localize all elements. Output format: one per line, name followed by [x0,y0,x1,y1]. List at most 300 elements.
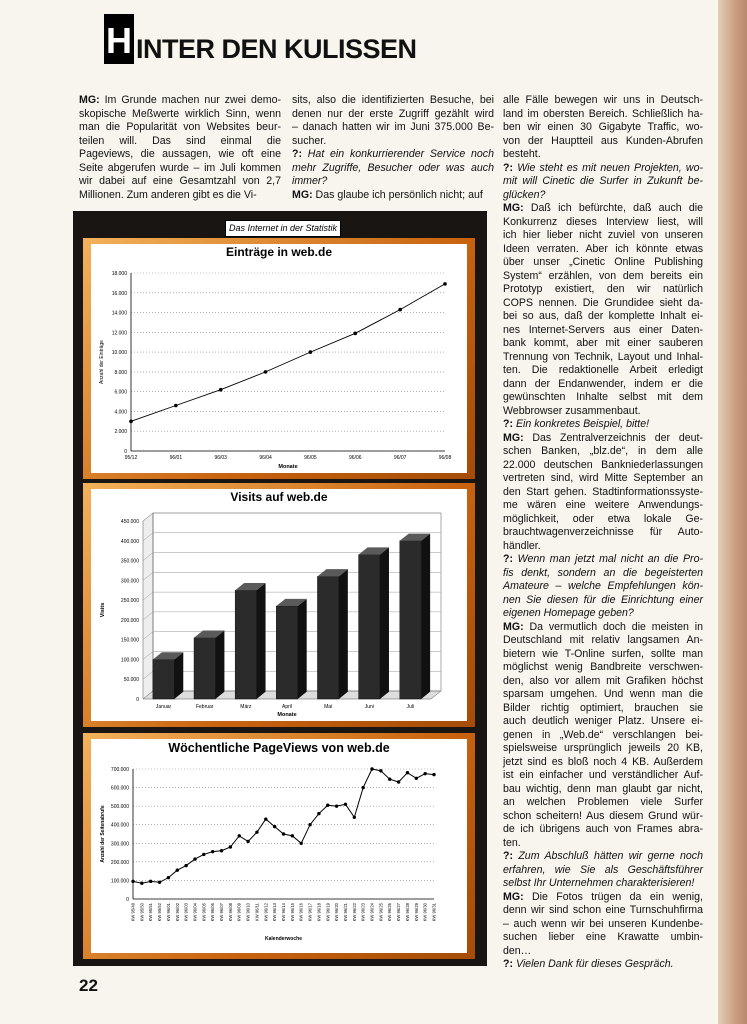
text-line [292,94,494,108]
text-line [503,499,703,513]
data-point [432,773,435,776]
answer-text: COPS nennen. Die Grundidee sieht da- [503,296,703,309]
chart-title: Visits auf web.de [230,490,328,504]
answer-text: Ideen verraten. Aber ich könnte etwas [503,242,703,255]
x-tick-label: KW 95/50 [139,903,145,922]
y-tick-label: 150.000 [120,637,139,644]
answer-text: Im Grunde machen nur zwei demo- [104,94,281,106]
y-tick-label: 300.000 [120,578,139,585]
y-tick-label: 250.000 [120,598,139,605]
x-tick-label: 96/01 [169,455,183,461]
answer-text: an welchen Problemen viele Surfer [503,796,703,808]
text-line [503,216,703,230]
x-tick-label: KW 96/29 [413,903,419,922]
y-tick-label: 450.000 [120,519,139,525]
graphic-banner: Das Internet in der Statistik [225,220,341,237]
text-line [503,94,703,108]
answer-text: de ich übrigens auch von Frames abra- [503,823,703,835]
question-text: fis denkt, sondern an die begeisterten [503,566,703,579]
data-point [238,834,241,837]
y-tick-label: 8.000 [114,369,127,376]
data-point [184,864,187,867]
text-line [503,729,703,743]
y-tick-label: 300.000 [110,841,129,848]
statistics-graphic [73,211,487,966]
answer-text: bau wichtig, denn man glaubt gar nicht, [503,782,703,795]
y-tick-label: 700.000 [110,767,129,773]
page-number: 22 [79,976,98,995]
text-line [503,148,703,162]
x-tick-label: KW 96/18 [316,903,322,922]
speaker-label: ?: [503,553,518,565]
answer-text: auch deutlich weniger Platz. Unsere ei- [503,715,703,727]
answer-text: nes Internet-Servers aus einer Daten- [503,323,703,336]
answer-text: sits, also die identifizierten Besuche, bei [292,94,494,106]
data-point [167,876,170,879]
data-point [415,777,418,780]
adjacent-page-edge [718,0,747,1024]
bar-side [380,547,389,699]
text-line [79,175,281,189]
y-tick-label: 0 [124,449,127,455]
text-line [503,904,703,918]
text-line [79,121,281,135]
chart-panel-visits [83,483,475,727]
x-tick-label: 96/08 [438,455,452,461]
answer-text: Millionen. Zum anderen gibt es die Vi- [79,188,257,201]
text-line [79,94,281,108]
text-line [503,661,703,675]
x-tick-label: Januar [155,704,172,710]
question-text: Wenn man jetzt mal nicht an die Pro- [517,553,703,565]
x-tick-label: KW 96/10 [245,903,251,922]
data-point [361,786,364,789]
answer-text: suchen lieber eine Krawatte umbin- [503,931,703,943]
y-tick-label: 6.000 [114,389,127,396]
text-line [503,229,703,243]
y-tick-label: 400.000 [120,538,139,545]
y-tick-label: 2.000 [114,429,127,436]
x-tick-label: KW 96/09 [236,903,242,922]
data-point [300,842,303,845]
answer-text: ich hier lieber nicht zuviel von unseren [503,229,703,241]
data-point [264,370,268,374]
page-title [104,14,417,64]
series-line [131,284,445,421]
answer-text: möglichst wenig Bandbreite verschwen- [503,661,703,673]
y-axis-label: Visits [100,602,106,618]
x-tick-label: KW 96/06 [210,903,216,922]
text-line [503,634,703,648]
x-tick-label: KW 96/25 [378,903,384,922]
answer-text: skopische Meßwerte wirklich Sinn, wenn [79,107,281,120]
text-line [503,594,703,608]
y-tick-label: 18.000 [111,271,127,277]
title-initial: H [104,14,134,64]
question-text: Ein konkretes Beispiel, bitte! [515,418,650,430]
x-tick-label: KW 96/05 [201,903,207,922]
question-text: eigenen Homepage geben? [503,607,634,619]
text-line [503,837,703,851]
answer-text: sparsam umgehen. Und wenn man die [503,688,703,700]
data-point [255,830,258,833]
text-line [503,459,703,473]
text-line [503,864,703,878]
text-line [79,135,281,149]
answer-text: Konkurrenz dieses Interview liest, will [503,215,703,228]
data-point [317,812,320,815]
text-line [503,783,703,797]
text-line [503,135,703,149]
bar-side [215,630,224,699]
y-tick-label: 600.000 [110,785,129,792]
entries-line-chart [91,244,467,473]
data-point [129,420,133,424]
speaker-label: ?: [503,418,516,430]
data-point [131,880,134,883]
data-point [149,880,152,883]
x-tick-label: KW 95/49 [130,903,136,922]
question-text: Amateure – welche Empfehlungen kön- [503,580,703,592]
y-tick-label: 200.000 [110,859,129,866]
chart-title: Einträge in web.de [225,245,333,259]
x-tick-label: KW 96/31 [431,903,437,922]
bar-side [257,583,266,699]
x-tick-label: 96/07 [393,455,407,461]
text-column-3 [503,94,703,972]
y-tick-label: 100.000 [110,878,129,885]
gridline [143,553,441,561]
answer-text: über unser „Cinetic Online Publishing [503,256,703,268]
data-point [140,882,143,885]
x-axis-label: Monate [278,464,298,470]
data-point [443,282,447,286]
bar-side [421,534,430,699]
x-tick-label: KW 96/03 [183,903,189,922]
answer-text: teilen will. Das sind einmal die [79,134,281,147]
text-line [503,283,703,297]
x-tick-label: KW 95/52 [157,903,163,922]
text-line [79,148,281,162]
answer-text: Pageviews, die aussagen, wie oft eine [79,148,281,160]
data-point [335,804,338,807]
speaker-label: ?: [292,148,308,160]
y-tick-label: 100.000 [120,657,139,664]
text-line [503,850,703,864]
answer-text: ist ein einfacher und verständlicher Auf- [503,769,703,781]
answer-text: ten. Die redaktionelle Arbeit erledigt [503,364,703,376]
x-tick-label: KW 96/07 [219,903,225,922]
question-text: immer? [292,175,328,187]
question-text: glücken? [503,188,546,201]
x-tick-label: KW 96/28 [404,903,410,922]
x-axis-label: Kalenderwoche [265,936,302,942]
x-tick-label: KW 96/22 [351,903,357,922]
x-tick-label: KW 96/23 [360,903,366,922]
bar-side [174,652,183,699]
y-axis-label: Anzahl der Einträge [99,340,105,384]
gridline [143,533,441,541]
answer-text: den… [503,944,532,957]
data-point [379,769,382,772]
x-tick-label: 96/03 [214,455,227,461]
text-line [503,945,703,959]
x-axis-label: Monate [277,712,297,718]
x-tick-label: 95/12 [124,455,138,461]
data-point [291,834,294,837]
series-line [133,769,434,883]
y-tick-label: 400.000 [110,822,129,829]
title-text: INTER DEN KULISSEN [136,34,417,64]
x-tick-label: Juli [406,704,415,710]
x-tick-label: KW 96/02 [174,903,180,922]
speaker-label: ?: [503,958,516,970]
visits-bar-chart [91,489,467,721]
answer-text: dann der Endanwender, indem er die [503,377,703,390]
answer-text: brauchtwagenverzeichnisse für Auto- [503,526,703,538]
pageviews-line-chart [91,739,467,953]
text-line [503,324,703,338]
y-tick-label: 0 [126,897,129,903]
text-line [503,931,703,945]
bar [153,659,174,699]
answer-text: Bilder richtig optimiert, brauchen sie [503,701,703,714]
data-point [423,772,426,775]
x-tick-label: KW 96/16 [298,903,304,922]
x-tick-label: KW 96/13 [272,903,278,922]
chart-title: Wöchentliche PageViews von web.de [168,741,390,755]
answer-text: bank kommt, aber mit einer sauberen [503,337,703,349]
text-line [503,256,703,270]
answer-text: – danach hatten wir im Juni 375.000 Be- [292,121,494,133]
answer-text: – auch wenn wir bei unseren Kundenbe- [503,917,703,930]
answer-text: schon scheitern! Aus diesem Grund wür- [503,809,703,822]
text-line [292,189,494,203]
data-point [211,850,214,853]
text-line [503,121,703,135]
answer-text: bei so aus, daß der komplette Inhalt ei- [503,310,703,322]
text-line [79,108,281,122]
text-line [79,162,281,176]
x-tick-label: KW 96/26 [387,903,393,922]
answer-text: möglichkeit, oder etwa lokale Ge- [503,512,703,525]
data-point [370,767,373,770]
answer-text: ten. [503,836,521,849]
text-line [503,472,703,486]
text-line [503,337,703,351]
text-line [503,486,703,500]
text-line [503,243,703,257]
data-point [158,881,161,884]
answer-text: Deutschland mit relativ langsamen An- [503,634,703,646]
text-line [503,202,703,216]
question-text: nen Sie diesen für die Einrichtung einer [503,593,703,606]
x-tick-label: KW 96/30 [422,903,428,922]
answer-text: spielsweise ursprünglich jeweils 20 KB, [503,742,703,754]
text-line [503,270,703,284]
text-line [503,189,703,203]
text-line [503,297,703,311]
x-tick-label: April [281,704,293,710]
data-point [193,857,196,860]
text-line [503,810,703,824]
x-tick-label: Mai [324,704,333,710]
text-line [503,823,703,837]
speaker-label: ?: [503,850,519,862]
question-text: Zum Abschluß hätten wir gerne noch [518,850,703,862]
bar [359,555,380,699]
speaker-label: MG: [292,188,316,201]
answer-text: alle Fälle bewegen wir uns in Deutsch- [503,94,703,106]
text-line [503,877,703,891]
data-point [229,845,232,848]
question-text: Vielen Dank für dieses Gespräch. [515,958,674,970]
text-line [503,675,703,689]
y-axis-label: Anzahl der Seitenabrufe [100,805,106,863]
answer-text: Die Fotos trügen da ein wenig, [532,890,703,903]
text-line [503,918,703,932]
x-tick-label: KW 96/20 [334,903,340,922]
text-line [503,513,703,527]
question-text: Wie steht es mit neuen Projekten, wo- [517,161,703,174]
answer-text: me wären eine weitere Anwendungs- [503,499,703,511]
text-line [503,418,703,432]
side-wall [143,513,153,699]
text-column-1 [79,94,281,202]
speaker-label: MG: [503,202,531,214]
bar [235,590,256,699]
answer-text: Da vermutlich doch die meisten in [529,620,703,633]
text-line [292,175,494,189]
text-line [292,135,494,149]
text-line [292,162,494,176]
answer-text: gewünschten Inhalte selbst mit dem [503,391,703,403]
text-line [503,526,703,540]
x-tick-label: KW 95/51 [148,903,154,922]
answer-text: System“ erzählen, von dem bereits ein [503,269,703,282]
text-line [503,162,703,176]
text-line [503,742,703,756]
answer-text: von der Hauptteil aus Kunden-Abrufen [503,134,703,147]
answer-text: 22.000 deutschen Bankniederlassungen [503,458,703,471]
x-tick-label: Februar [195,704,214,710]
y-tick-label: 0 [136,697,139,703]
x-tick-label: 96/06 [349,455,362,461]
answer-text: Trennung von Technik, Layout und Inhal- [503,350,703,363]
question-text: erfahren, wie Sie als Geschäftsführer [503,863,703,876]
x-tick-label: KW 96/08 [227,903,233,922]
text-line [503,540,703,554]
data-point [174,404,178,408]
x-tick-label: KW 96/24 [369,903,375,922]
x-tick-label: KW 96/11 [254,903,260,922]
answer-text: genen in „Web.de“ verschlangen bei- [503,728,703,741]
text-line [503,702,703,716]
data-point [326,804,329,807]
answer-text: Seite abgerufen wurde – im Juli kommen [79,161,281,174]
x-tick-label: Juni [364,704,374,710]
speaker-label: MG: [79,94,105,106]
text-line [503,175,703,189]
data-point [282,832,285,835]
speaker-label: MG: [503,431,533,444]
chart-panel-entries [83,238,475,479]
text-line [503,405,703,419]
answer-text: vertreten sind, wird Mitte September an [503,472,703,484]
x-tick-label: 96/04 [259,455,272,461]
data-point [202,853,205,856]
chart-panel-pageviews [83,733,475,959]
speaker-label: MG: [503,890,532,903]
text-line [503,607,703,621]
answer-text: Daß ich befürchte, daß auch die [530,202,703,214]
data-point [176,869,179,872]
text-line [503,756,703,770]
bar [400,541,421,699]
text-line [79,189,281,203]
text-line [503,108,703,122]
text-line [503,310,703,324]
x-tick-label: KW 96/17 [307,903,313,922]
text-line [503,378,703,392]
answer-text: den, also vor allem mit Grafiken höchst [503,674,703,687]
bar-side [339,569,348,699]
y-tick-label: 12.000 [111,330,127,337]
data-point [398,308,402,312]
answer-text: denn wir sind schon eine Turnschuhfirma [503,904,703,916]
text-line [503,688,703,702]
gridline [143,513,441,521]
data-point [264,817,267,820]
x-tick-label: KW 96/14 [281,903,286,922]
data-point [309,350,313,354]
bar-side [298,599,307,699]
data-point [397,780,400,783]
text-line [292,121,494,135]
text-line [503,445,703,459]
gridline [143,572,441,580]
text-line [503,432,703,446]
x-tick-label: KW 96/21 [342,903,348,922]
text-line [503,364,703,378]
answer-text: schen Banken, „blz.de“, in dem alle [503,445,703,457]
text-line [292,108,494,122]
answer-text: man die Popularität von Websites beur- [79,121,281,133]
text-column-2 [292,94,494,202]
data-point [220,849,223,852]
question-text: selbst Ihr Unternehmen charakterisieren! [503,877,695,889]
text-line [503,553,703,567]
y-tick-label: 4.000 [114,409,127,416]
answer-text: händler. [503,539,541,552]
text-line [503,567,703,581]
text-line [292,148,494,162]
text-line [503,891,703,905]
y-tick-label: 500.000 [110,804,129,811]
answer-text: den Start gehen. Stadtinformationssyste- [503,485,703,498]
text-line [503,351,703,365]
y-tick-label: 200.000 [120,617,139,624]
x-tick-label: KW 96/27 [396,903,402,922]
y-tick-label: 14.000 [111,310,127,317]
speaker-label: MG: [503,620,530,633]
speaker-label: ?: [503,161,518,174]
y-tick-label: 10.000 [111,350,127,357]
answer-text: denen nur der erste Zugriff gezählt wird [292,107,494,120]
data-point [353,816,356,819]
answer-text: jetzt sind es bloß noch 4 KB. Außerdem [503,755,703,768]
text-line [503,621,703,635]
